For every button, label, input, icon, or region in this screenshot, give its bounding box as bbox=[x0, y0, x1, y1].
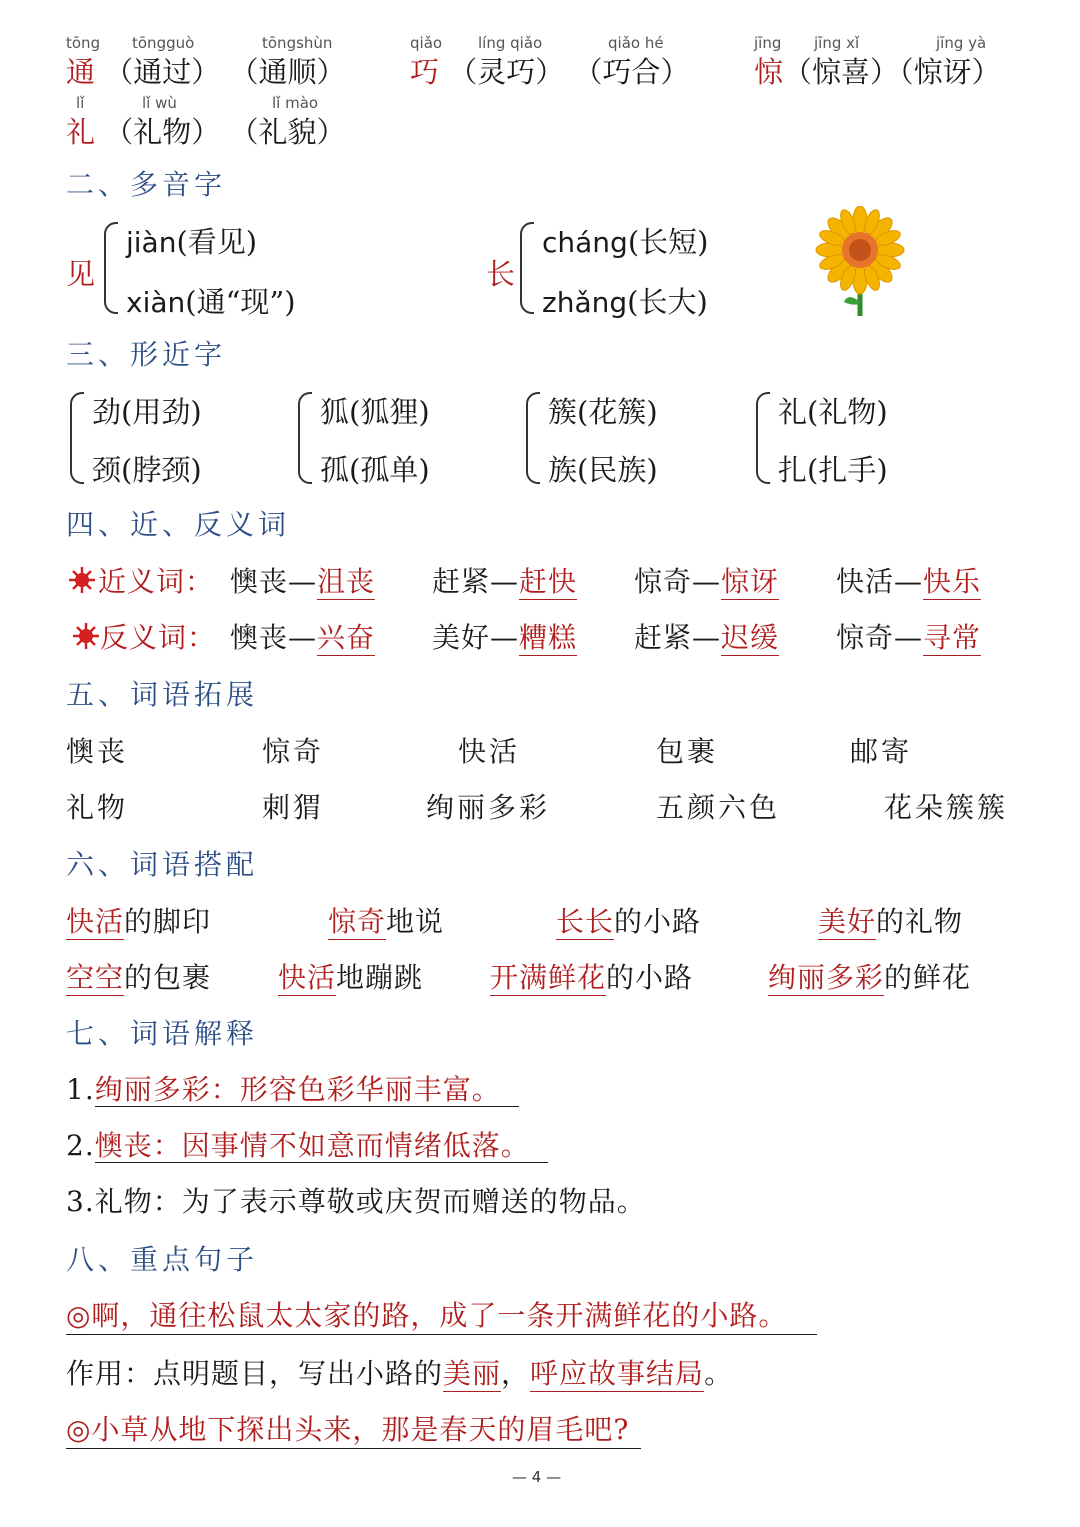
polyphone-option: cháng(长短) bbox=[542, 225, 709, 259]
similar-char: 扎(扎手) bbox=[778, 453, 888, 487]
page-number: — 4 — bbox=[512, 1468, 562, 1486]
word-pair: 懊丧—兴奋 bbox=[230, 621, 376, 654]
pinyin: lǐ wù bbox=[142, 94, 177, 112]
similar-char: 族(民族) bbox=[548, 453, 658, 487]
key-char: 礼 bbox=[66, 115, 96, 149]
polyphone-option: xiàn(通“现”) bbox=[126, 285, 296, 319]
word-pair: 懊丧—沮丧 bbox=[230, 565, 376, 598]
definition: 3.礼物：为了表示尊敬或庆贺而赠送的物品。 bbox=[66, 1185, 646, 1218]
section-heading: 七、词语解释 bbox=[66, 1017, 259, 1050]
pinyin: jīng yà bbox=[936, 34, 987, 52]
word-item: 懊丧 bbox=[66, 735, 129, 768]
collocation: 快活的脚印 bbox=[66, 905, 212, 938]
pinyin: tōng bbox=[66, 34, 101, 52]
paren: ） bbox=[316, 115, 346, 149]
paren: （ bbox=[229, 115, 259, 149]
word-item: 礼物 bbox=[66, 791, 129, 824]
brace bbox=[70, 392, 84, 484]
similar-char: 狐(狐狸) bbox=[320, 395, 430, 429]
pinyin: jīng xǐ bbox=[814, 34, 860, 52]
pinyin: qiǎo bbox=[410, 34, 443, 52]
word-item: 包裹 bbox=[656, 735, 719, 768]
word-item: 邮寄 bbox=[850, 735, 913, 768]
polyphone-option: zhǎng(长大) bbox=[542, 285, 708, 319]
pinyin: jīng bbox=[754, 34, 782, 52]
sun-icon bbox=[72, 622, 100, 650]
paren: ） bbox=[660, 55, 690, 89]
definition: 1.绚丽多彩：形容色彩华丽丰富。 bbox=[66, 1068, 519, 1108]
collocation: 绚丽多彩的鲜花 bbox=[768, 961, 972, 994]
key-char: 惊 bbox=[754, 55, 784, 89]
sun-icon bbox=[68, 566, 96, 594]
paren: ） bbox=[535, 55, 565, 89]
definition: 2.懊丧：因事情不如意而情绪低落。 bbox=[66, 1124, 548, 1164]
word-item: 绚丽多彩 bbox=[426, 791, 551, 824]
key-sentence: ◎啊，通往松鼠太太家的路，成了一条开满鲜花的小路。 bbox=[66, 1294, 817, 1335]
word-pair: 惊奇—寻常 bbox=[836, 621, 982, 654]
similar-char: 礼(礼物) bbox=[778, 395, 888, 429]
word-pair: 惊奇—惊讶 bbox=[634, 565, 780, 598]
brace bbox=[520, 222, 534, 314]
similar-char: 簇(花簇) bbox=[548, 395, 658, 429]
collocation: 美好的礼物 bbox=[818, 905, 964, 938]
word-pair: 赶紧—赶快 bbox=[432, 565, 578, 598]
paren: （ bbox=[104, 115, 134, 149]
similar-char: 孤(孤单) bbox=[320, 453, 430, 487]
pinyin: qiǎo hé bbox=[608, 34, 664, 52]
paren: （ bbox=[899, 55, 914, 89]
paren: ） bbox=[191, 55, 221, 89]
section-heading: 四、近、反义词 bbox=[66, 508, 291, 541]
key-char: 通 bbox=[66, 55, 96, 89]
paren: ） bbox=[316, 55, 346, 89]
synonym-label: 近义词： bbox=[98, 565, 215, 598]
pinyin: tōngshùn bbox=[262, 34, 333, 52]
brace bbox=[526, 392, 540, 484]
word-pair: 赶紧—迟缓 bbox=[634, 621, 780, 654]
brace bbox=[756, 392, 770, 484]
word: 惊讶 bbox=[913, 55, 972, 89]
section-heading: 八、重点句子 bbox=[66, 1243, 259, 1276]
sunflower-icon bbox=[814, 206, 906, 320]
word: 巧合 bbox=[602, 55, 661, 89]
collocation: 惊奇地说 bbox=[328, 905, 445, 938]
word: 惊喜 bbox=[812, 55, 871, 89]
section-heading: 六、词语搭配 bbox=[66, 848, 259, 881]
brace bbox=[104, 222, 118, 314]
paren: （ bbox=[783, 55, 813, 89]
paren: （ bbox=[573, 55, 603, 89]
word-item: 惊奇 bbox=[262, 735, 325, 768]
paren: （ bbox=[448, 55, 478, 89]
section-heading: 五、词语拓展 bbox=[66, 678, 259, 711]
section-heading: 三、形近字 bbox=[66, 338, 227, 371]
collocation: 空空的包裹 bbox=[66, 961, 212, 994]
word: 礼物 bbox=[133, 115, 192, 149]
word-item: 刺猬 bbox=[262, 791, 325, 824]
similar-char: 劲(用劲) bbox=[92, 395, 202, 429]
pinyin: líng qiǎo bbox=[478, 34, 543, 52]
paren: ） bbox=[870, 55, 900, 89]
paren: （ bbox=[104, 55, 134, 89]
word: 通过 bbox=[133, 55, 192, 89]
pinyin: lǐ mào bbox=[272, 94, 319, 112]
key-char: 巧 bbox=[410, 55, 440, 89]
antonym-label: 反义词： bbox=[100, 621, 217, 654]
polyphone-option: jiàn(看见) bbox=[126, 225, 258, 259]
word: 通顺 bbox=[258, 55, 317, 89]
antonym-row bbox=[100, 616, 216, 656]
word-item: 快活 bbox=[458, 735, 521, 768]
pinyin: tōngguò bbox=[132, 34, 195, 52]
sentence-effect: 作用：点明题目，写出小路的美丽，呼应故事结局。 bbox=[66, 1357, 734, 1390]
word-pair: 美好—糟糕 bbox=[432, 621, 578, 654]
paren: ） bbox=[191, 115, 221, 149]
paren: ） bbox=[971, 55, 1001, 89]
pinyin: lǐ bbox=[76, 94, 85, 112]
word-item: 五颜六色 bbox=[656, 791, 781, 824]
brace bbox=[298, 392, 312, 484]
word: 灵巧 bbox=[477, 55, 536, 89]
paren: （ bbox=[229, 55, 259, 89]
key-sentence: ◎小草从地下探出头来，那是春天的眉毛吧? bbox=[66, 1408, 641, 1449]
word-pair: 快活—快乐 bbox=[836, 565, 982, 598]
word: 礼貌 bbox=[258, 115, 317, 149]
collocation: 长长的小路 bbox=[556, 905, 702, 938]
collocation: 快活地蹦跳 bbox=[278, 961, 424, 994]
word-item: 花朵簇簇 bbox=[884, 791, 1009, 824]
polyphone-char: 见 bbox=[66, 257, 96, 291]
collocation: 开满鲜花的小路 bbox=[490, 961, 694, 994]
similar-char: 颈(脖颈) bbox=[92, 453, 202, 487]
synonym-row bbox=[98, 560, 214, 600]
polyphone-char: 长 bbox=[486, 257, 516, 291]
section-heading: 二、多音字 bbox=[66, 168, 227, 201]
